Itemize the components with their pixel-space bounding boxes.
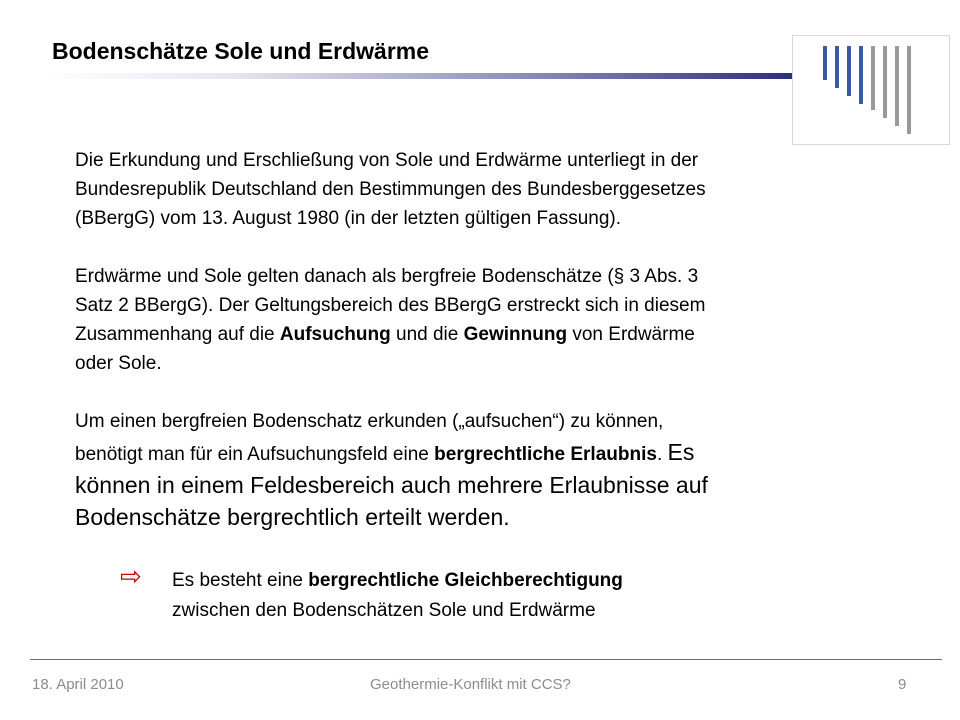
text-segment-large: Es [667, 439, 695, 465]
term-bergrechtliche-erlaubnis: bergrechtliche Erlaubnis [434, 444, 657, 465]
text-segment: von Erdwärme [567, 324, 695, 345]
conclusion-line-1 [172, 566, 623, 596]
text-segment: benötigt man für ein Aufsuchungsfeld eine [75, 444, 435, 465]
logo-bar-blue-1 [823, 46, 827, 80]
footer-presentation-title: Geothermie-Konflikt mit CCS? [370, 676, 571, 693]
paragraph-erlaubnis-line-2 [75, 436, 875, 469]
logo-bar-gray-4 [907, 46, 911, 134]
paragraph-legal-basis-line-1: Die Erkundung und Erschließung von Sole und Erdwärme unterliegt in der [75, 150, 699, 171]
right-arrow-icon: ⇨ [120, 562, 142, 592]
conclusion-line-2: zwischen den Bodenschätzen Sole und Erdwärme [172, 600, 596, 621]
paragraph-bergfrei-line-1: Erdwärme und Sole gelten danach als bergfreie Bodenschätze (§ 3 Abs. 3 [75, 266, 699, 287]
logo-bar-blue-4 [859, 46, 863, 104]
text-segment: und die [390, 324, 464, 345]
text-segment: Zusammenhang auf die [75, 324, 280, 345]
text-segment: . [656, 444, 668, 465]
slide-title: Bodenschätze Sole und Erdwärme [52, 38, 430, 64]
page-number: 9 [898, 676, 907, 693]
text-segment: Es besteht eine [172, 570, 309, 591]
paragraph-spacer [75, 378, 875, 407]
title-underline-gradient [44, 73, 794, 79]
paragraph-erlaubnis-line-3: können in einem Feldesbereich auch mehrere Erlaubnisse auf [75, 472, 708, 498]
logo-vertical-bars-graphic [793, 36, 949, 144]
logo-bar-gray-3 [895, 46, 899, 126]
paragraph-spacer [75, 233, 875, 262]
conclusion-text [172, 566, 623, 626]
company-logo [792, 35, 950, 145]
logo-bar-blue-3 [847, 46, 851, 96]
term-gewinnung: Gewinnung [463, 324, 568, 345]
logo-bar-gray-2 [883, 46, 887, 118]
term-bergrechtliche-gleichberechtigung: bergrechtliche Gleichberechtigung [308, 570, 623, 591]
paragraph-legal-basis-line-2: Bundesrepublik Deutschland den Bestimmungen des Bundesberggesetzes [75, 179, 706, 200]
slide-body [75, 146, 875, 533]
paragraph-erlaubnis-line-4: Bodenschätze bergrechtlich erteilt werden. [75, 504, 510, 530]
footer-date: 18. April 2010 [32, 676, 124, 693]
term-aufsuchung: Aufsuchung [279, 324, 391, 345]
footer-divider [30, 659, 942, 660]
paragraph-legal-basis-line-3: (BBergG) vom 13. August 1980 (in der letzten gültigen Fassung). [75, 208, 622, 229]
paragraph-bergfrei-line-4: oder Sole. [75, 353, 162, 374]
logo-bar-blue-2 [835, 46, 839, 88]
paragraph-erlaubnis-line-1: Um einen bergfreien Bodenschatz erkunden („aufsuchen“) zu können, [75, 411, 664, 432]
paragraph-bergfrei-line-3 [75, 320, 875, 349]
paragraph-bergfrei-line-2: Satz 2 BBergG). Der Geltungsbereich des BBergG erstreckt sich in diesem [75, 295, 706, 316]
logo-bar-gray-1 [871, 46, 875, 110]
